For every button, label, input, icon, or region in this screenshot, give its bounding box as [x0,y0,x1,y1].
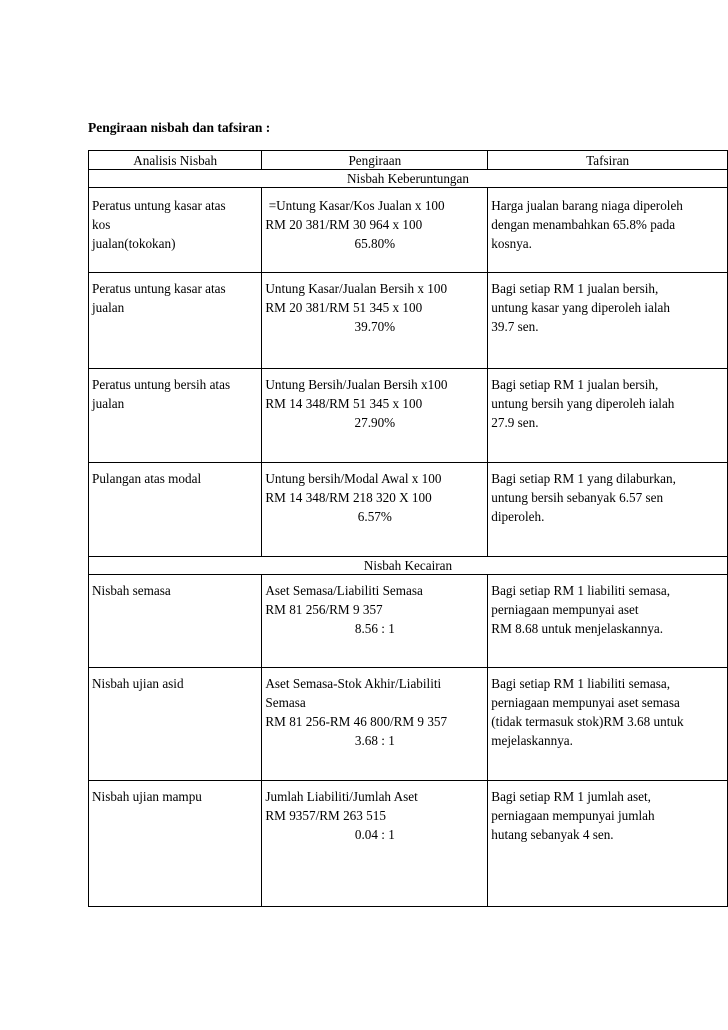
calculation-result: 6.57% [357,509,392,524]
interpretation-cell [488,369,728,463]
interpretation-line: untung bersih sebanyak 6.57 sen [491,490,664,505]
interpretation-line: Bagi setiap RM 1 jualan bersih, [491,377,659,392]
calculation-cell [262,369,488,463]
analysis-line: Nisbah ujian asid [92,676,184,691]
analysis-cell [89,273,262,369]
section-title: Nisbah Kecairan [89,557,728,575]
table-row [89,369,728,463]
table-row [89,668,728,781]
calculation-line: Aset Semasa/Liabiliti Semasa [265,583,423,598]
interpretation-line: Bagi setiap RM 1 liabiliti semasa, [491,583,671,598]
analysis-line: kos [92,217,111,232]
interpretation-line: Bagi setiap RM 1 jumlah aset, [491,789,651,804]
calculation-line: RM 9357/RM 263 515 [265,808,386,823]
calculation-line: Untung Bersih/Jualan Bersih x100 [265,377,448,392]
section-row [89,170,728,188]
analysis-line: jualan(tokokan) [92,236,176,251]
calculation-line: RM 81 256-RM 46 800/RM 9 357 [265,714,448,729]
interpretation-line: diperoleh. [491,509,545,524]
analysis-line: Peratus untung bersih atas [92,377,231,392]
interpretation-line: Bagi setiap RM 1 liabiliti semasa, [491,676,671,691]
analysis-cell [89,188,262,273]
section-row [89,557,728,575]
analysis-line: Nisbah ujian mampu [92,789,202,804]
interpretation-line: Bagi setiap RM 1 yang dilaburkan, [491,471,676,486]
interpretation-line: Bagi setiap RM 1 jualan bersih, [491,281,659,296]
analysis-line: Peratus untung kasar atas [92,198,226,213]
analysis-line: jualan [92,396,125,411]
calculation-cell [262,668,488,781]
table-row [89,188,728,273]
header-analysis: Analisis Nisbah [89,151,262,170]
calculation-line: RM 81 256/RM 9 357 [265,602,383,617]
calculation-cell [262,273,488,369]
calculation-cell [262,463,488,557]
calculation-cell [262,575,488,668]
calculation-result: 39.70% [354,319,396,334]
interpretation-line: mejelaskannya. [491,733,573,748]
interpretation-line: 39.7 sen. [491,319,539,334]
interpretation-line: perniagaan mempunyai jumlah [491,808,655,823]
calculation-line: Semasa [265,695,306,710]
interpretation-cell [488,188,728,273]
header-interpretation: Tafsiran [488,151,728,170]
calculation-result: 3.68 : 1 [354,733,395,748]
interpretation-line: perniagaan mempunyai aset semasa [491,695,680,710]
interpretation-line: (tidak termasuk stok)RM 3.68 untuk [491,714,684,729]
interpretation-cell [488,575,728,668]
calculation-result: 27.90% [354,415,396,430]
interpretation-line: RM 8.68 untuk menjelaskannya. [491,621,664,636]
interpretation-cell [488,463,728,557]
interpretation-line: dengan menambahkan 65.8% pada [491,217,676,232]
interpretation-line: perniagaan mempunyai aset [491,602,639,617]
page-title: Pengiraan nisbah dan tafsiran : [88,120,271,135]
analysis-line: Peratus untung kasar atas [92,281,226,296]
analysis-cell [89,781,262,907]
calculation-line: =Untung Kasar/Kos Jualan x 100 [265,198,445,213]
interpretation-line: untung bersih yang diperoleh ialah [491,396,675,411]
calculation-line: RM 20 381/RM 30 964 x 100 [265,217,423,232]
analysis-cell [89,463,262,557]
interpretation-line: Harga jualan barang niaga diperoleh [491,198,683,213]
calculation-cell [262,188,488,273]
calculation-line: Untung bersih/Modal Awal x 100 [265,471,442,486]
analysis-cell [89,575,262,668]
section-title: Nisbah Keberuntungan [89,170,728,188]
analysis-line: Pulangan atas modal [92,471,202,486]
table-row [89,463,728,557]
interpretation-line: hutang sebanyak 4 sen. [491,827,614,842]
analysis-line: jualan [92,300,125,315]
interpretation-cell [488,781,728,907]
calculation-result: 8.56 : 1 [354,621,395,636]
interpretation-cell [488,273,728,369]
table-row [89,273,728,369]
table-row [89,575,728,668]
calculation-line: RM 14 348/RM 51 345 x 100 [265,396,423,411]
interpretation-line: kosnya. [491,236,532,251]
calculation-result: 0.04 : 1 [354,827,395,842]
table-row [89,781,728,907]
interpretation-line: untung kasar yang diperoleh ialah [491,300,670,315]
calculation-line: Jumlah Liabiliti/Jumlah Aset [265,789,418,804]
interpretation-line: 27.9 sen. [491,415,539,430]
header-calculation: Pengiraan [262,151,488,170]
analysis-line: Nisbah semasa [92,583,171,598]
calculation-line: Untung Kasar/Jualan Bersih x 100 [265,281,448,296]
calculation-line: RM 14 348/RM 218 320 X 100 [265,490,432,505]
header-row [89,151,728,170]
ratio-table [88,150,728,907]
calculation-cell [262,781,488,907]
calculation-line: RM 20 381/RM 51 345 x 100 [265,300,423,315]
calculation-result: 65.80% [354,236,396,251]
analysis-cell [89,369,262,463]
interpretation-cell [488,668,728,781]
analysis-cell [89,668,262,781]
calculation-line: Aset Semasa-Stok Akhir/Liabiliti [265,676,442,691]
